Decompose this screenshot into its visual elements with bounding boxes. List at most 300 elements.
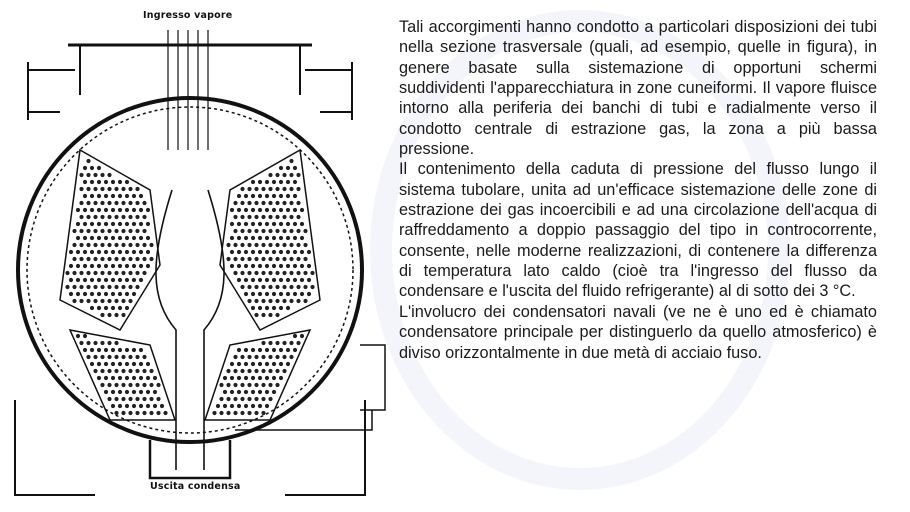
tube-dot [79, 187, 83, 191]
inlet-label: Ingresso vapore [143, 10, 233, 21]
tube-dot [139, 390, 143, 394]
tube-dot [142, 201, 146, 205]
tube-dot [303, 285, 307, 289]
tube-dot [107, 243, 111, 247]
tube-dot [275, 173, 279, 177]
tube-dot [104, 390, 108, 394]
tube-dot [261, 243, 265, 247]
tube-dot [72, 243, 76, 247]
tube-dot [265, 236, 269, 240]
tube-dot [261, 257, 265, 261]
tube-dot [100, 285, 104, 289]
tube-dot [97, 180, 101, 184]
tube-dot [118, 180, 122, 184]
tube-dot [265, 348, 269, 352]
tube-dot [132, 264, 136, 268]
tube-dot [268, 355, 272, 359]
tube-dot [100, 383, 104, 387]
tube-dot [86, 299, 90, 303]
tube-dot [286, 264, 290, 268]
tube-dot [107, 201, 111, 205]
tube-dot [307, 264, 311, 268]
tube-dot [268, 187, 272, 191]
tube-dot [90, 236, 94, 240]
tube-dot [125, 292, 129, 296]
tube-dot [296, 341, 300, 345]
tube-dot [251, 390, 255, 394]
tube-dot [76, 278, 80, 282]
tube-dot [146, 362, 150, 366]
tube-dot [303, 299, 307, 303]
tube-dot [132, 404, 136, 408]
tube-dot [307, 292, 311, 296]
tube-dot [258, 194, 262, 198]
tube-dot [114, 201, 118, 205]
tube-dot [79, 285, 83, 289]
tube-dot [135, 201, 139, 205]
tube-dot [86, 257, 90, 261]
tube-dot [272, 222, 276, 226]
tube-dot [121, 313, 125, 317]
tube-dot [135, 215, 139, 219]
tube-dot [86, 341, 90, 345]
tube-dot [125, 236, 129, 240]
tube-dot [296, 173, 300, 177]
tube-dot [286, 208, 290, 212]
tube-dot [244, 390, 248, 394]
tube-dot [93, 299, 97, 303]
tube-dot [251, 250, 255, 254]
tube-dot [244, 250, 248, 254]
tube-dot [135, 187, 139, 191]
tube-dots [65, 159, 314, 415]
tube-dot [247, 243, 251, 247]
tube-dot [265, 250, 269, 254]
tube-dot [128, 285, 132, 289]
tube-dot [97, 250, 101, 254]
tube-dot [90, 278, 94, 282]
tube-dot [261, 369, 265, 373]
tube-dot [135, 285, 139, 289]
tube-dot [233, 243, 237, 247]
tube-dot [254, 369, 258, 373]
tube-dot [132, 376, 136, 380]
tube-dot [258, 180, 262, 184]
tube-dot [83, 236, 87, 240]
tube-dot [76, 292, 80, 296]
right-nozzle [305, 62, 352, 120]
tube-dot [142, 411, 146, 415]
tube-dot [251, 404, 255, 408]
left-nozzle [28, 62, 75, 120]
tube-dot [247, 411, 251, 415]
tube-dot [265, 390, 269, 394]
central-extraction-duct [156, 190, 224, 470]
tube-dot [261, 313, 265, 317]
tube-dot [254, 229, 258, 233]
tube-dot [251, 306, 255, 310]
tube-dot [128, 411, 132, 415]
tube-dot [282, 257, 286, 261]
tube-dot [293, 166, 297, 170]
tube-dot [65, 285, 69, 289]
tube-dot [286, 166, 290, 170]
tube-dot [97, 194, 101, 198]
tube-dot [139, 250, 143, 254]
tube-dot [303, 271, 307, 275]
tube-dot [247, 299, 251, 303]
tube-dot [107, 313, 111, 317]
tube-dot [254, 299, 258, 303]
tube-dot [142, 355, 146, 359]
condenser-cross-section-figure [0, 0, 390, 512]
tube-dot [268, 397, 272, 401]
tube-dot [121, 369, 125, 373]
tube-dot [300, 264, 304, 268]
tube-dot [128, 383, 132, 387]
tube-dot [76, 222, 80, 226]
tube-dot [300, 278, 304, 282]
tube-dot [237, 208, 241, 212]
tube-dot [244, 404, 248, 408]
tube-dot [114, 187, 118, 191]
tube-dot [90, 306, 94, 310]
tube-dot [125, 222, 129, 226]
tube-dot [272, 180, 276, 184]
tube-dot [251, 180, 255, 184]
tube-dot [282, 215, 286, 219]
tube-dot [104, 208, 108, 212]
tube-dot [149, 257, 153, 261]
tube-dot [100, 369, 104, 373]
tube-dot [118, 194, 122, 198]
tube-dot [240, 257, 244, 261]
tube-dot [233, 257, 237, 261]
tube-dot [240, 397, 244, 401]
tube-dot [282, 271, 286, 275]
tube-dot [275, 341, 279, 345]
tube-dot [289, 271, 293, 275]
tube-dot [104, 306, 108, 310]
tube-dot [268, 257, 272, 261]
tube-dot [223, 404, 227, 408]
shell-inner [27, 107, 353, 433]
tube-dot [79, 257, 83, 261]
tube-dot [289, 299, 293, 303]
tube-dot [146, 250, 150, 254]
tube-dot [237, 194, 241, 198]
tube-dot [76, 236, 80, 240]
tube-dot [293, 208, 297, 212]
tube-dot [307, 250, 311, 254]
tube-dot [90, 250, 94, 254]
tube-dot [226, 369, 230, 373]
tube-dot [118, 306, 122, 310]
tube-dot [268, 383, 272, 387]
tube-dot [121, 285, 125, 289]
tube-dot [90, 362, 94, 366]
tube-dot [135, 411, 139, 415]
tube-dot [125, 278, 129, 282]
tube-dot [254, 285, 258, 289]
tube-dot [142, 257, 146, 261]
tube-dot [111, 348, 115, 352]
outlet-label: Uscita condensa [150, 481, 241, 492]
tube-dot [261, 201, 265, 205]
tube-dot [114, 285, 118, 289]
tube-dot [93, 243, 97, 247]
tube-dot [286, 306, 290, 310]
tube-dot [275, 243, 279, 247]
tube-dot [282, 341, 286, 345]
tube-dot [83, 264, 87, 268]
tube-dot [93, 285, 97, 289]
tube-dot [83, 348, 87, 352]
tube-dot [282, 229, 286, 233]
tube-dot [300, 236, 304, 240]
tube-dot [254, 313, 258, 317]
tube-dot [65, 271, 69, 275]
tube-dot [247, 271, 251, 275]
tube-dot [296, 201, 300, 205]
tube-dot [139, 222, 143, 226]
tube-dot [268, 201, 272, 205]
tube-dot [268, 299, 272, 303]
tube-dot [230, 264, 234, 268]
tube-dot [111, 180, 115, 184]
tube-dot [282, 201, 286, 205]
tube-dot [90, 222, 94, 226]
tube-dot [254, 243, 258, 247]
tube-dot [76, 334, 80, 338]
tube-dot [293, 292, 297, 296]
tube-dot [156, 411, 160, 415]
tube-dot [310, 285, 314, 289]
tube-dot [83, 334, 87, 338]
tube-dot [153, 390, 157, 394]
tube-dot [268, 369, 272, 373]
tube-dot [72, 299, 76, 303]
tube-dot [86, 159, 90, 163]
tube-dot [279, 362, 283, 366]
tube-dot [93, 341, 97, 345]
tube-dot [104, 376, 108, 380]
tube-dot [272, 236, 276, 240]
tube-dot [303, 243, 307, 247]
tube-dot [282, 243, 286, 247]
tube-dot [111, 376, 115, 380]
tube-dot [149, 369, 153, 373]
tube-dot [107, 299, 111, 303]
tube-dot [107, 215, 111, 219]
tube-dot [111, 390, 115, 394]
tube-dot [128, 229, 132, 233]
tube-dot [125, 376, 129, 380]
tube-dot [79, 201, 83, 205]
tube-dot [107, 187, 111, 191]
tube-dot [149, 397, 153, 401]
tube-dot [149, 411, 153, 415]
tube-dot [121, 411, 125, 415]
tube-dot [79, 229, 83, 233]
tube-dot [293, 250, 297, 254]
tube-dot [296, 215, 300, 219]
tube-dot [125, 264, 129, 268]
tube-dot [125, 208, 129, 212]
tube-dot [230, 250, 234, 254]
tube-dot [100, 215, 104, 219]
tube-dot [86, 285, 90, 289]
tube-dot [286, 180, 290, 184]
tube-dot [90, 194, 94, 198]
tube-dot [233, 229, 237, 233]
tube-dot [83, 222, 87, 226]
tube-dot [139, 348, 143, 352]
tube-dot [135, 229, 139, 233]
tube-dot [111, 222, 115, 226]
tube-dot [219, 397, 223, 401]
tube-dot [149, 243, 153, 247]
tube-dot [142, 271, 146, 275]
tube-dot [244, 236, 248, 240]
tube-dot [128, 187, 132, 191]
tube-dot [300, 208, 304, 212]
tube-dot [212, 411, 216, 415]
tube-dot [254, 187, 258, 191]
tube-dot [272, 306, 276, 310]
tube-dot [282, 355, 286, 359]
tube-dot [139, 362, 143, 366]
tube-dot [282, 299, 286, 303]
tube-dot [272, 348, 276, 352]
tube-dot [104, 236, 108, 240]
tube-dot [261, 229, 265, 233]
tube-dot [104, 250, 108, 254]
tube-dot [100, 173, 104, 177]
tube-dot [97, 376, 101, 380]
tube-dot [76, 208, 80, 212]
right-side-pipe [360, 345, 385, 410]
tube-dot [72, 271, 76, 275]
tube-dot [83, 278, 87, 282]
tube-dot [83, 180, 87, 184]
tube-dot [79, 271, 83, 275]
tube-dot [104, 180, 108, 184]
tube-dot [261, 411, 265, 415]
tube-dot [258, 208, 262, 212]
tube-dot [230, 208, 234, 212]
tube-dot [289, 229, 293, 233]
tube-dot [107, 369, 111, 373]
tube-dot [72, 285, 76, 289]
tube-dot [100, 187, 104, 191]
tube-dot [226, 411, 230, 415]
tube-dot [254, 397, 258, 401]
tube-dot [233, 411, 237, 415]
tube-dot [279, 208, 283, 212]
tube-dot [107, 397, 111, 401]
tube-dot [153, 404, 157, 408]
tube-dot [93, 271, 97, 275]
tube-dot [265, 292, 269, 296]
tube-dot [121, 383, 125, 387]
tube-dot [114, 257, 118, 261]
tube-dot [272, 278, 276, 282]
tube-dot [146, 222, 150, 226]
tube-dot [93, 215, 97, 219]
tube-dot [97, 348, 101, 352]
tube-dot [118, 250, 122, 254]
tube-dot [93, 369, 97, 373]
tube-dot [118, 390, 122, 394]
tube-dot [118, 236, 122, 240]
tube-dot [282, 369, 286, 373]
tube-dot [282, 285, 286, 289]
tube-dot [135, 271, 139, 275]
tube-dot [233, 201, 237, 205]
tube-dot [230, 362, 234, 366]
tube-dot [128, 257, 132, 261]
tube-dot [300, 334, 304, 338]
tube-dot [237, 404, 241, 408]
body-text [399, 17, 877, 363]
tube-dot [272, 194, 276, 198]
tube-dot [268, 285, 272, 289]
tube-dot [97, 362, 101, 366]
tube-dot [289, 257, 293, 261]
tube-dot [142, 369, 146, 373]
tube-dot [114, 383, 118, 387]
tube-dot [240, 243, 244, 247]
tube-dot [275, 201, 279, 205]
tube-dot [247, 215, 251, 219]
tube-dot [247, 229, 251, 233]
tube-dot [139, 194, 143, 198]
tube-dot [258, 376, 262, 380]
tube-dot [118, 376, 122, 380]
tube-dot [254, 201, 258, 205]
tube-dot [272, 390, 276, 394]
tube-dot [118, 404, 122, 408]
tube-dot [254, 271, 258, 275]
tube-dot [114, 229, 118, 233]
paragraph-2: Il contenimento della caduta di pressione del flusso lungo il sistema tubolare, unita ad un'efficace sistemazione delle zone di estrazione dei gas incoercibili e ad una circolazione dell'acqua di raffreddamento a doppio passaggio del tipo in controcorrente, consente, nelle moderne realizzazioni, di contenere la differenza di temperatura lato caldo (cioè tra l'ingresso del flusso da condensare e l'uscita del fluido refrigerante) al di sotto dei 3 °C. [399, 160, 877, 301]
tube-dot [121, 243, 125, 247]
tube-dot [254, 383, 258, 387]
tube-dot [100, 313, 104, 317]
tube-dot [293, 222, 297, 226]
tube-dot [104, 194, 108, 198]
tube-dot [72, 257, 76, 261]
tube-dot [114, 243, 118, 247]
tube-dot [114, 271, 118, 275]
tube-dot [251, 292, 255, 296]
tube-dot [83, 194, 87, 198]
tube-dot [275, 271, 279, 275]
tube-dot [111, 194, 115, 198]
tube-dot [251, 278, 255, 282]
tube-dot [265, 208, 269, 212]
tube-dot [272, 250, 276, 254]
tube-dot [104, 222, 108, 226]
tube-dot [114, 341, 118, 345]
tube-dot [111, 306, 115, 310]
tube-dot [121, 397, 125, 401]
tube-dot [93, 257, 97, 261]
tube-dot [146, 208, 150, 212]
tube-dot [121, 215, 125, 219]
tube-dot [254, 411, 258, 415]
